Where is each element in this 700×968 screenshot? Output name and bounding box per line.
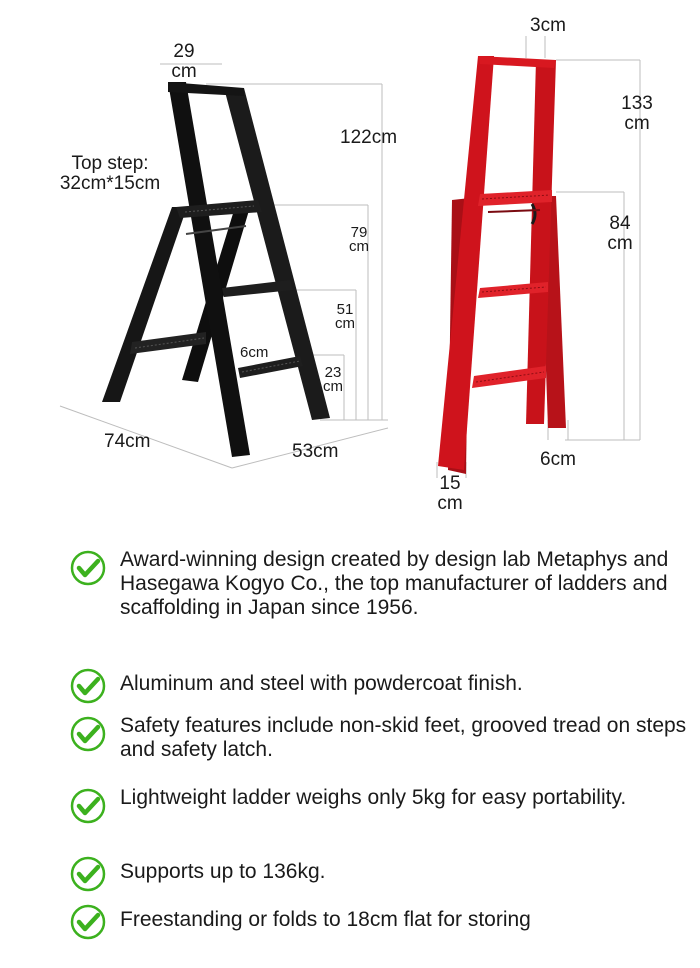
black-bottom-step-height-unit: cm [323, 378, 343, 395]
black-top-step-label [40, 154, 180, 194]
red-folded-depth-label: 6cm [540, 449, 576, 470]
green-check-icon [70, 904, 106, 940]
top-step-size: 32cm*15cm [59, 173, 161, 194]
black-total-height-label: 122cm [340, 127, 398, 148]
green-check-icon [70, 550, 106, 586]
red-thickness-label: 3cm [530, 15, 566, 36]
black-bottom-step-height-label [318, 366, 348, 394]
green-check-icon [70, 716, 106, 752]
red-top-step-height-label [600, 214, 640, 254]
red-total-height-unit: cm [624, 113, 650, 134]
red-foot-width-label [428, 474, 472, 514]
red-foot-width-unit: cm [437, 493, 463, 514]
feature-text: Lightweight ladder weighs only 5kg for easy portability. [120, 786, 627, 809]
black-depth-label: 74cm [104, 431, 151, 452]
black-top-width-value: 29 [173, 41, 195, 62]
red-ladder-image [437, 36, 640, 478]
black-top-width-label [164, 42, 204, 82]
black-width-label: 53cm [292, 441, 339, 462]
red-total-height-label [612, 94, 662, 134]
top-step-caption: Top step: [71, 153, 149, 174]
green-check-icon [70, 856, 106, 892]
black-top-width-unit: cm [171, 61, 197, 82]
black-top-step-height-value: 79 [350, 224, 368, 241]
red-foot-width-value: 15 [439, 473, 461, 494]
black-middle-step-height-label [330, 303, 360, 331]
black-top-step-height-unit: cm [349, 238, 369, 255]
feature-text: Freestanding or folds to 18cm flat for storing [120, 908, 531, 931]
feature-text: Supports up to 136kg. [120, 860, 326, 883]
green-check-icon [70, 668, 106, 704]
black-step-depth-label: 6cm [240, 344, 269, 361]
black-ladder-image [60, 61, 388, 468]
black-bottom-step-height-value: 23 [324, 364, 342, 381]
black-top-step-height-label [344, 226, 374, 254]
feature-text: Aluminum and steel with powdercoat finish. [120, 672, 523, 695]
feature-text: Award-winning design created by design lab Metaphys and Hasegawa Kogyo Co., the top manufacturer of ladders and scaffolding in Japan since 1956. [120, 548, 669, 619]
red-top-step-height-value: 84 [609, 213, 631, 234]
black-middle-step-height-value: 51 [336, 301, 354, 318]
red-top-step-height-unit: cm [607, 233, 633, 254]
green-check-icon [70, 788, 106, 824]
red-total-height-value: 133 [621, 93, 653, 114]
feature-text: Safety features include non-skid feet, grooved tread on steps and safety latch. [120, 714, 687, 761]
black-middle-step-height-unit: cm [335, 315, 355, 332]
